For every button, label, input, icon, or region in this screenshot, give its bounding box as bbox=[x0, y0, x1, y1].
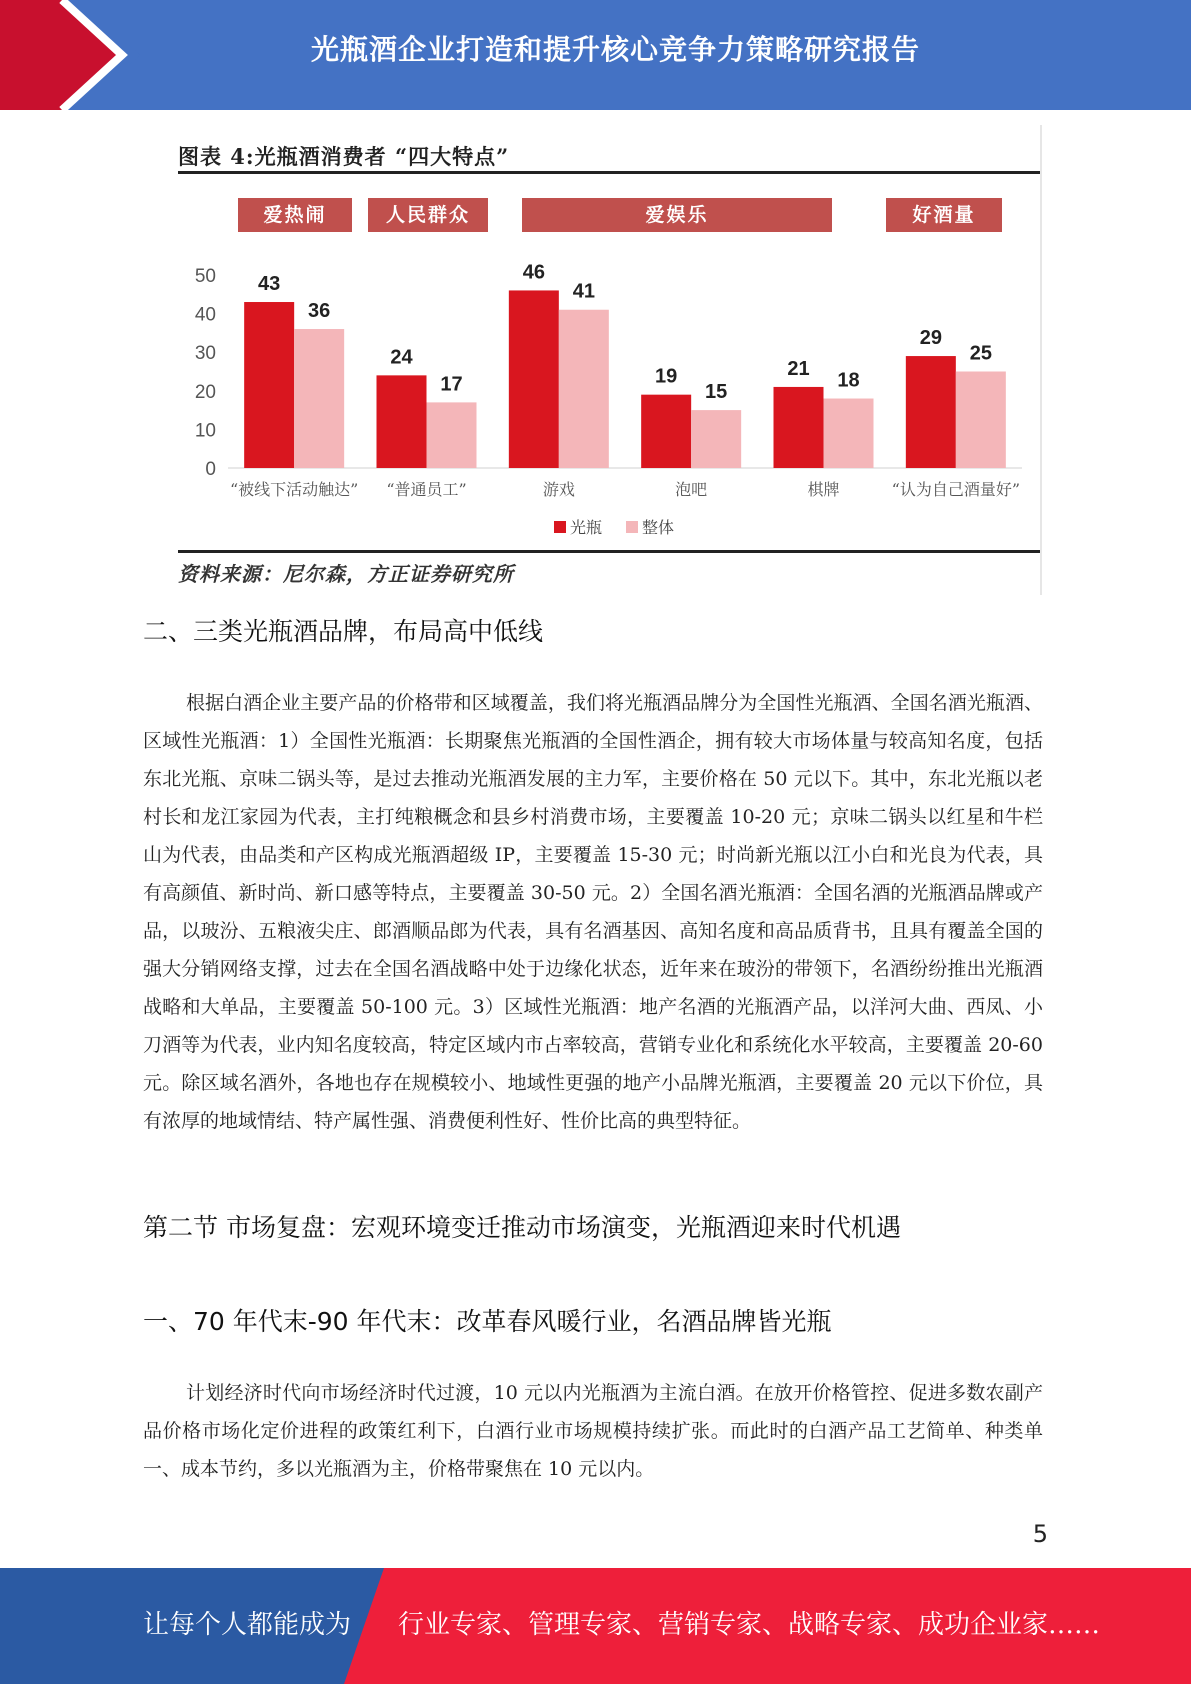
y-tick-label: 40 bbox=[194, 304, 216, 326]
legend-label: 整体 bbox=[642, 518, 675, 537]
bar-guangping bbox=[641, 395, 691, 468]
bar-value-label: 21 bbox=[787, 357, 810, 380]
bar-overall bbox=[559, 310, 609, 468]
bar-guangping bbox=[906, 356, 956, 468]
bar-value-label: 19 bbox=[655, 365, 678, 388]
figure-edge bbox=[1040, 125, 1042, 595]
figure-source: 资料来源：尼尔森，方正证券研究所 bbox=[178, 562, 514, 586]
bar-guangping bbox=[509, 290, 559, 468]
bar-overall bbox=[427, 402, 477, 468]
x-category-label: 泡吧 bbox=[675, 480, 708, 499]
bar-value-label: 18 bbox=[837, 369, 860, 392]
bar-guangping bbox=[774, 387, 824, 468]
bar-value-label: 15 bbox=[705, 381, 728, 404]
y-tick-label: 10 bbox=[194, 420, 216, 442]
x-category-label: “普通员工” bbox=[386, 480, 467, 499]
legend-label: 光瓶 bbox=[570, 518, 603, 537]
footer-slogan-left: 让每个人都能成为 bbox=[143, 1610, 352, 1640]
x-category-label: 棋牌 bbox=[807, 480, 840, 499]
bar-overall bbox=[691, 410, 741, 468]
section-heading-70s-90s: 一、70 年代末-90 年代末：改革春风暖行业，名酒品牌皆光瓶 bbox=[143, 1307, 832, 1336]
bar-value-label: 46 bbox=[522, 261, 545, 284]
y-tick-label: 30 bbox=[194, 343, 216, 365]
bar-value-label: 36 bbox=[308, 300, 331, 323]
footer-slogan-right: 行业专家、管理专家、营销专家、战略专家、成功企业家…… bbox=[398, 1610, 1101, 1640]
legend-swatch bbox=[626, 521, 638, 533]
page-footer bbox=[0, 1568, 1191, 1684]
bar-value-label: 41 bbox=[572, 280, 595, 303]
bar-guangping bbox=[244, 302, 294, 468]
section-heading-brands: 二、三类光瓶酒品牌，布局高中低线 bbox=[143, 617, 544, 646]
bar-value-label: 43 bbox=[258, 273, 281, 296]
figure-consumer-traits bbox=[172, 125, 1042, 595]
x-category-label: “被线下活动触达” bbox=[229, 480, 359, 499]
y-tick-label: 20 bbox=[194, 381, 216, 403]
bar-overall bbox=[294, 329, 344, 468]
trait-tag-drinking: 好酒量 bbox=[886, 198, 1002, 232]
bar-overall bbox=[824, 399, 874, 468]
bar-value-label: 25 bbox=[969, 342, 992, 365]
y-tick-label: 0 bbox=[205, 459, 216, 480]
report-title: 光瓶酒企业打造和提升核心竞争力策略研究报告 bbox=[310, 33, 920, 66]
x-category-label: “认为自己酒量好” bbox=[891, 480, 1021, 499]
y-tick-label: 50 bbox=[194, 266, 216, 287]
paragraph-brands: 根据白酒企业主要产品的价格带和区域覆盖，我们将光瓶酒品牌分为全国性光瓶酒、全国名酒光瓶酒、区域性光瓶酒：1）全国性光瓶酒：长期聚焦光瓶酒的全国性酒企，拥有较大市场体量与较高知名度，包括东北光瓶、京味二锅头等，是过去推动光瓶酒发展的主力军，主要价格在 50 元以下。其中，东北光瓶以老村长和龙江家园为代表，主打纯粮概念和县乡村消费市场，主要覆盖 10-20 元；京味二锅头以红星和牛栏山为代表，由品类和产区构成光瓶酒超级 IP，主要覆盖 15-30 元；时尚新光瓶以江小白和光良为代表，具有高颜值、新时尚、新口感等特点，主要覆盖 30-50 元。2）全国名酒光瓶酒：全国名酒的光瓶酒品牌或产品，以玻汾、五粮液尖庄、郎酒顺品郎为代表，具有名酒基因、高知名度和高品质背书，且具有覆盖全国的强大分销网络支撑，过去在全国名酒战略中处于边缘化状态，近年来在玻汾的带领下，名酒纷纷推出光瓶酒战略和大单品，主要覆盖 50-100 元。3）区域性光瓶酒：地产名酒的光瓶酒产品，以洋河大曲、西凤、小刀酒等为代表，业内知名度较高，特定区域内市占率较高，营销专业化和系统化水平较高，主要覆盖 20-60 元。除区域名酒外，各地也存在规模较小、地域性更强的地产小品牌光瓶酒，主要覆盖 20 元以下价位，具有浓厚的地域情结、特产属性强、消费便利性好、性价比高的典型特征。 bbox=[143, 692, 1043, 1132]
figure-bottom-rule bbox=[178, 550, 1040, 553]
trait-tag-entertainment: 爱娱乐 bbox=[522, 198, 832, 232]
page-header bbox=[0, 0, 1191, 110]
page-number: 5 bbox=[1032, 1520, 1048, 1548]
trait-tag-lively: 爱热闹 bbox=[238, 198, 352, 232]
header-arrow-decoration bbox=[0, 0, 160, 110]
bar-value-label: 29 bbox=[919, 327, 942, 350]
bar-overall bbox=[956, 372, 1006, 469]
trait-tag-ordinary: 人民群众 bbox=[368, 198, 488, 232]
bar-guangping bbox=[377, 375, 427, 468]
bar-value-label: 24 bbox=[390, 346, 413, 369]
paragraph-70s-90s: 计划经济时代向市场经济时代过渡，10 元以内光瓶酒为主流白酒。在放开价格管控、促进多数农副产品价格市场化定价进程的政策红利下，白酒行业市场规模持续扩张。而此时的白酒产品工艺简单、种类单一、成本节约，多以光瓶酒为主，价格带聚焦在 10 元以内。 bbox=[143, 1382, 1043, 1480]
bar-value-label: 17 bbox=[440, 373, 463, 396]
legend-swatch bbox=[554, 521, 566, 533]
figure-caption: 图表 4:光瓶酒消费者 “四大特点” bbox=[178, 144, 510, 169]
bar-chart bbox=[172, 125, 1042, 550]
x-category-label: 游戏 bbox=[542, 480, 575, 499]
section-heading-market-review: 第二节 市场复盘：宏观环境变迁推动市场演变，光瓶酒迎来时代机遇 bbox=[143, 1213, 901, 1242]
